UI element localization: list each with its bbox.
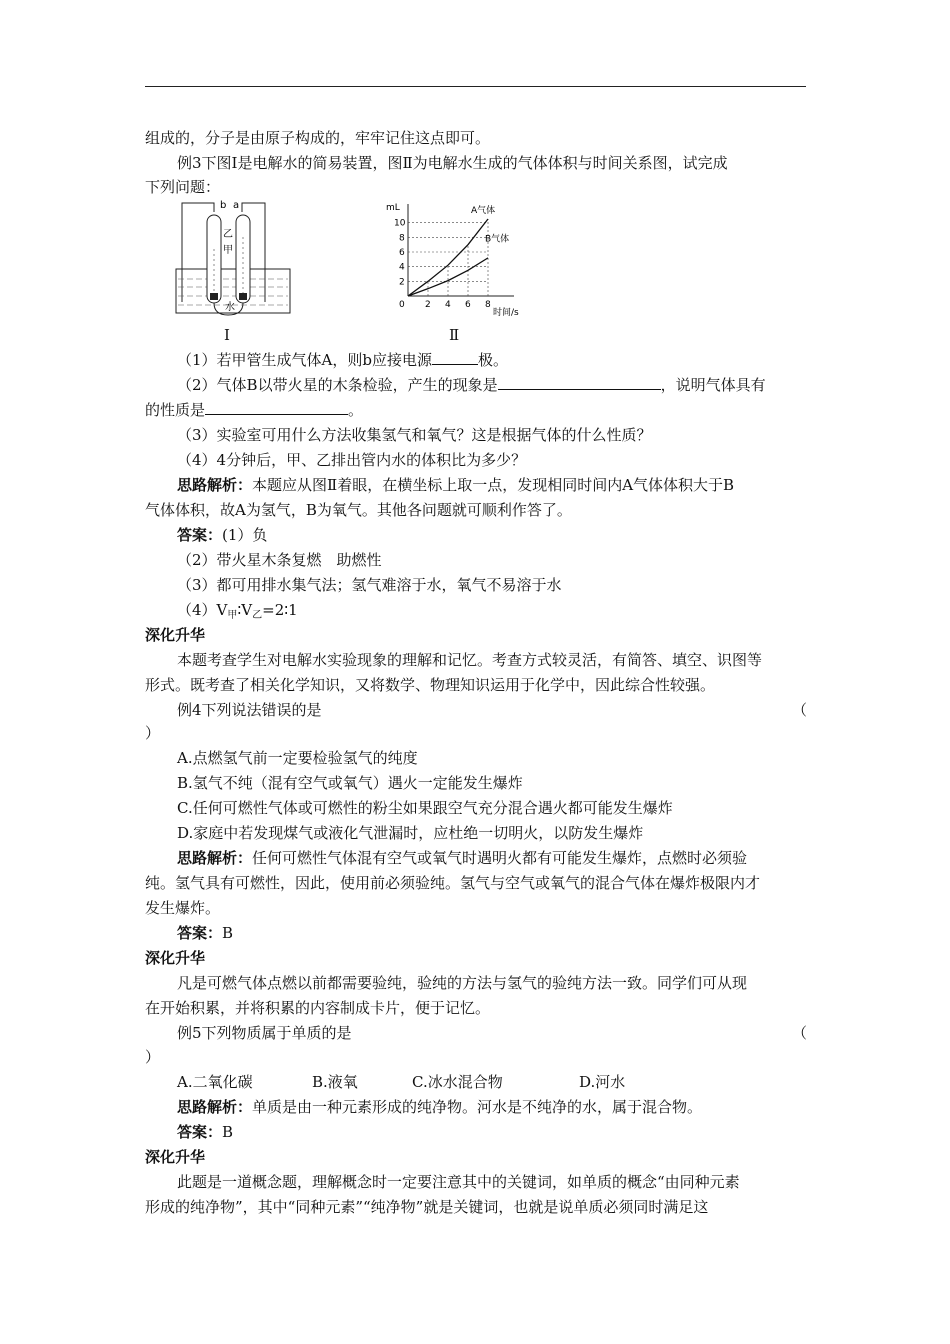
answer-paren-open: （ [792, 701, 808, 719]
question-2-cont: 的性质是 。 [145, 401, 364, 419]
y-tick-label: 10 [394, 218, 406, 229]
y-axis-label: mL [386, 203, 400, 213]
answer-blank[interactable] [205, 400, 348, 415]
deepen-1-text-cont: 形式。既考查了相关化学知识，又将数学、物理知识运用于化学中，因此综合性较强。 [145, 676, 716, 694]
header-rule [145, 86, 806, 87]
analysis-4-cont: 纯。氢气具有可燃性，因此，使用前必须验纯。氢气与空气或氧气的混合气体在爆炸极限内才 [145, 874, 761, 892]
deepen-title-2: 深化升华 [145, 949, 206, 967]
figure-1-caption: Ⅰ [224, 326, 230, 344]
x-tick-label: 2 [425, 300, 431, 310]
label-a: a [233, 200, 240, 211]
label-water: 水 [225, 302, 235, 313]
question-4: （4）4分钟后，甲、乙排出管内水的体积比为多少？ [177, 451, 527, 469]
answer-paren-open: （ [792, 1024, 808, 1042]
answer-3-3: （3）都可用排水集气法；氢气难溶于水，氧气不易溶于水 [177, 576, 562, 594]
series-label: A气体 [471, 206, 496, 217]
option-d: D.河水 [579, 1073, 626, 1091]
y-tick-label: 6 [399, 248, 405, 258]
analysis-5: 思路解析：单质是由一种元素形成的纯净物。河水是不纯净的水，属于混合物。 [177, 1098, 703, 1116]
answer-5: 答案：B [177, 1123, 234, 1141]
question-3: （3）实验室可用什么方法收集氢气和氧气？这是根据气体的什么性质？ [177, 426, 652, 444]
x-tick-label: 8 [485, 300, 491, 310]
electrolysis-apparatus-figure [170, 197, 295, 319]
option-b: B.氢气不纯（混有空气或氧气）遇火一定能发生爆炸 [177, 774, 523, 792]
answer-paren-close: ） [145, 1048, 161, 1066]
analysis-3-cont: 气体体积，故A为氢气，B为氧气。其他各问题就可顺利作答了。 [145, 501, 572, 519]
figure-2-caption: Ⅱ [449, 326, 460, 344]
label-b: b [220, 200, 227, 211]
answer-3: 答案：(1）负 [177, 526, 268, 544]
answer-3-4: $(4)V_甲∶V_乙=2∶1$ [177, 601, 298, 621]
answer-blank[interactable] [498, 375, 661, 390]
label-yi: 乙 [223, 229, 233, 240]
deepen-3-text: 此题是一道概念题，理解概念时一定要注意其中的关键词，如单质的概念“由同种元素 [177, 1173, 740, 1191]
deepen-3-text-cont: 形成的纯净物”，其中“同种元素”“纯净物”就是关键词，也就是说单质必须同时满足这 [145, 1198, 709, 1216]
question-2: （2）气体B以带火星的木条检验，产生的现象是 ，说明气体具有 [177, 376, 766, 394]
answer-3-2: （2）带火星木条复燃 助燃性 [177, 551, 382, 569]
option-c: C.任何可燃性气体或可燃性的粉尘如果跟空气充分混合遇火都可能发生爆炸 [177, 799, 673, 817]
x-tick-label: 0 [399, 300, 405, 310]
deepen-1-text: 本题考查学生对电解水实验现象的理解和记忆。考查方式较灵活，有简答、填空、识图等 [177, 651, 763, 669]
analysis-3: 思路解析：本题应从图Ⅱ着眼，在横坐标上取一点，发现相同时间内A气体体积大于B [177, 476, 735, 494]
example5-stem: 例5下列物质属于单质的是 [177, 1024, 352, 1042]
series-line-a [408, 219, 488, 296]
deepen-2-text: 凡是可燃气体点燃以前都需要验纯，验纯的方法与氢气的验纯方法一致。同学们可从现 [177, 974, 748, 992]
y-tick-label: 8 [399, 233, 405, 244]
answer-4: 答案：B [177, 924, 234, 942]
question-1: （1）若甲管生成气体A，则b应接电源 极。 [177, 351, 508, 369]
y-tick-label: 2 [399, 277, 405, 288]
x-tick-label: 6 [465, 300, 471, 310]
answer-paren-close: ） [145, 724, 161, 742]
y-tick-label: 4 [399, 262, 405, 273]
deepen-title-1: 深化升华 [145, 626, 206, 644]
deepen-title-3: 深化升华 [145, 1148, 206, 1166]
option-c: C.冰水混合物 [412, 1073, 503, 1091]
example3-stem: 例3下图Ⅰ是电解水的简易装置，图Ⅱ为电解水生成的气体体积与时间关系图，试完成 [177, 154, 728, 172]
x-axis-label: 时间/s [493, 308, 519, 318]
option-d: D.家庭中若发现煤气或液化气泄漏时，应杜绝一切明火，以防发生爆炸 [177, 824, 644, 842]
example4-stem: 例4下列说法错误的是 [177, 701, 322, 719]
series-label: B气体 [485, 234, 510, 245]
intro-line: 组成的，分子是由原子构成的，牢牢记住这点即可。 [145, 129, 491, 147]
option-a: A.二氧化碳 [177, 1073, 253, 1091]
label-jia: 甲 [223, 245, 233, 256]
x-tick-label: 4 [445, 300, 451, 310]
example3-stem-cont: 下列问题： [145, 178, 221, 196]
analysis-4-cont2: 发生爆炸。 [145, 899, 221, 917]
answer-blank[interactable] [432, 350, 478, 365]
option-b: B.液氧 [312, 1073, 358, 1091]
analysis-4: 思路解析：任何可燃性气体混有空气或氧气时遇明火都有可能发生爆炸，点燃时必须验 [177, 849, 748, 867]
deepen-2-text-cont: 在开始积累，并将积累的内容制成卡片，便于记忆。 [145, 999, 491, 1017]
gas-volume-chart [385, 197, 520, 319]
option-a: A.点燃氢气前一定要检验氢气的纯度 [177, 749, 418, 767]
